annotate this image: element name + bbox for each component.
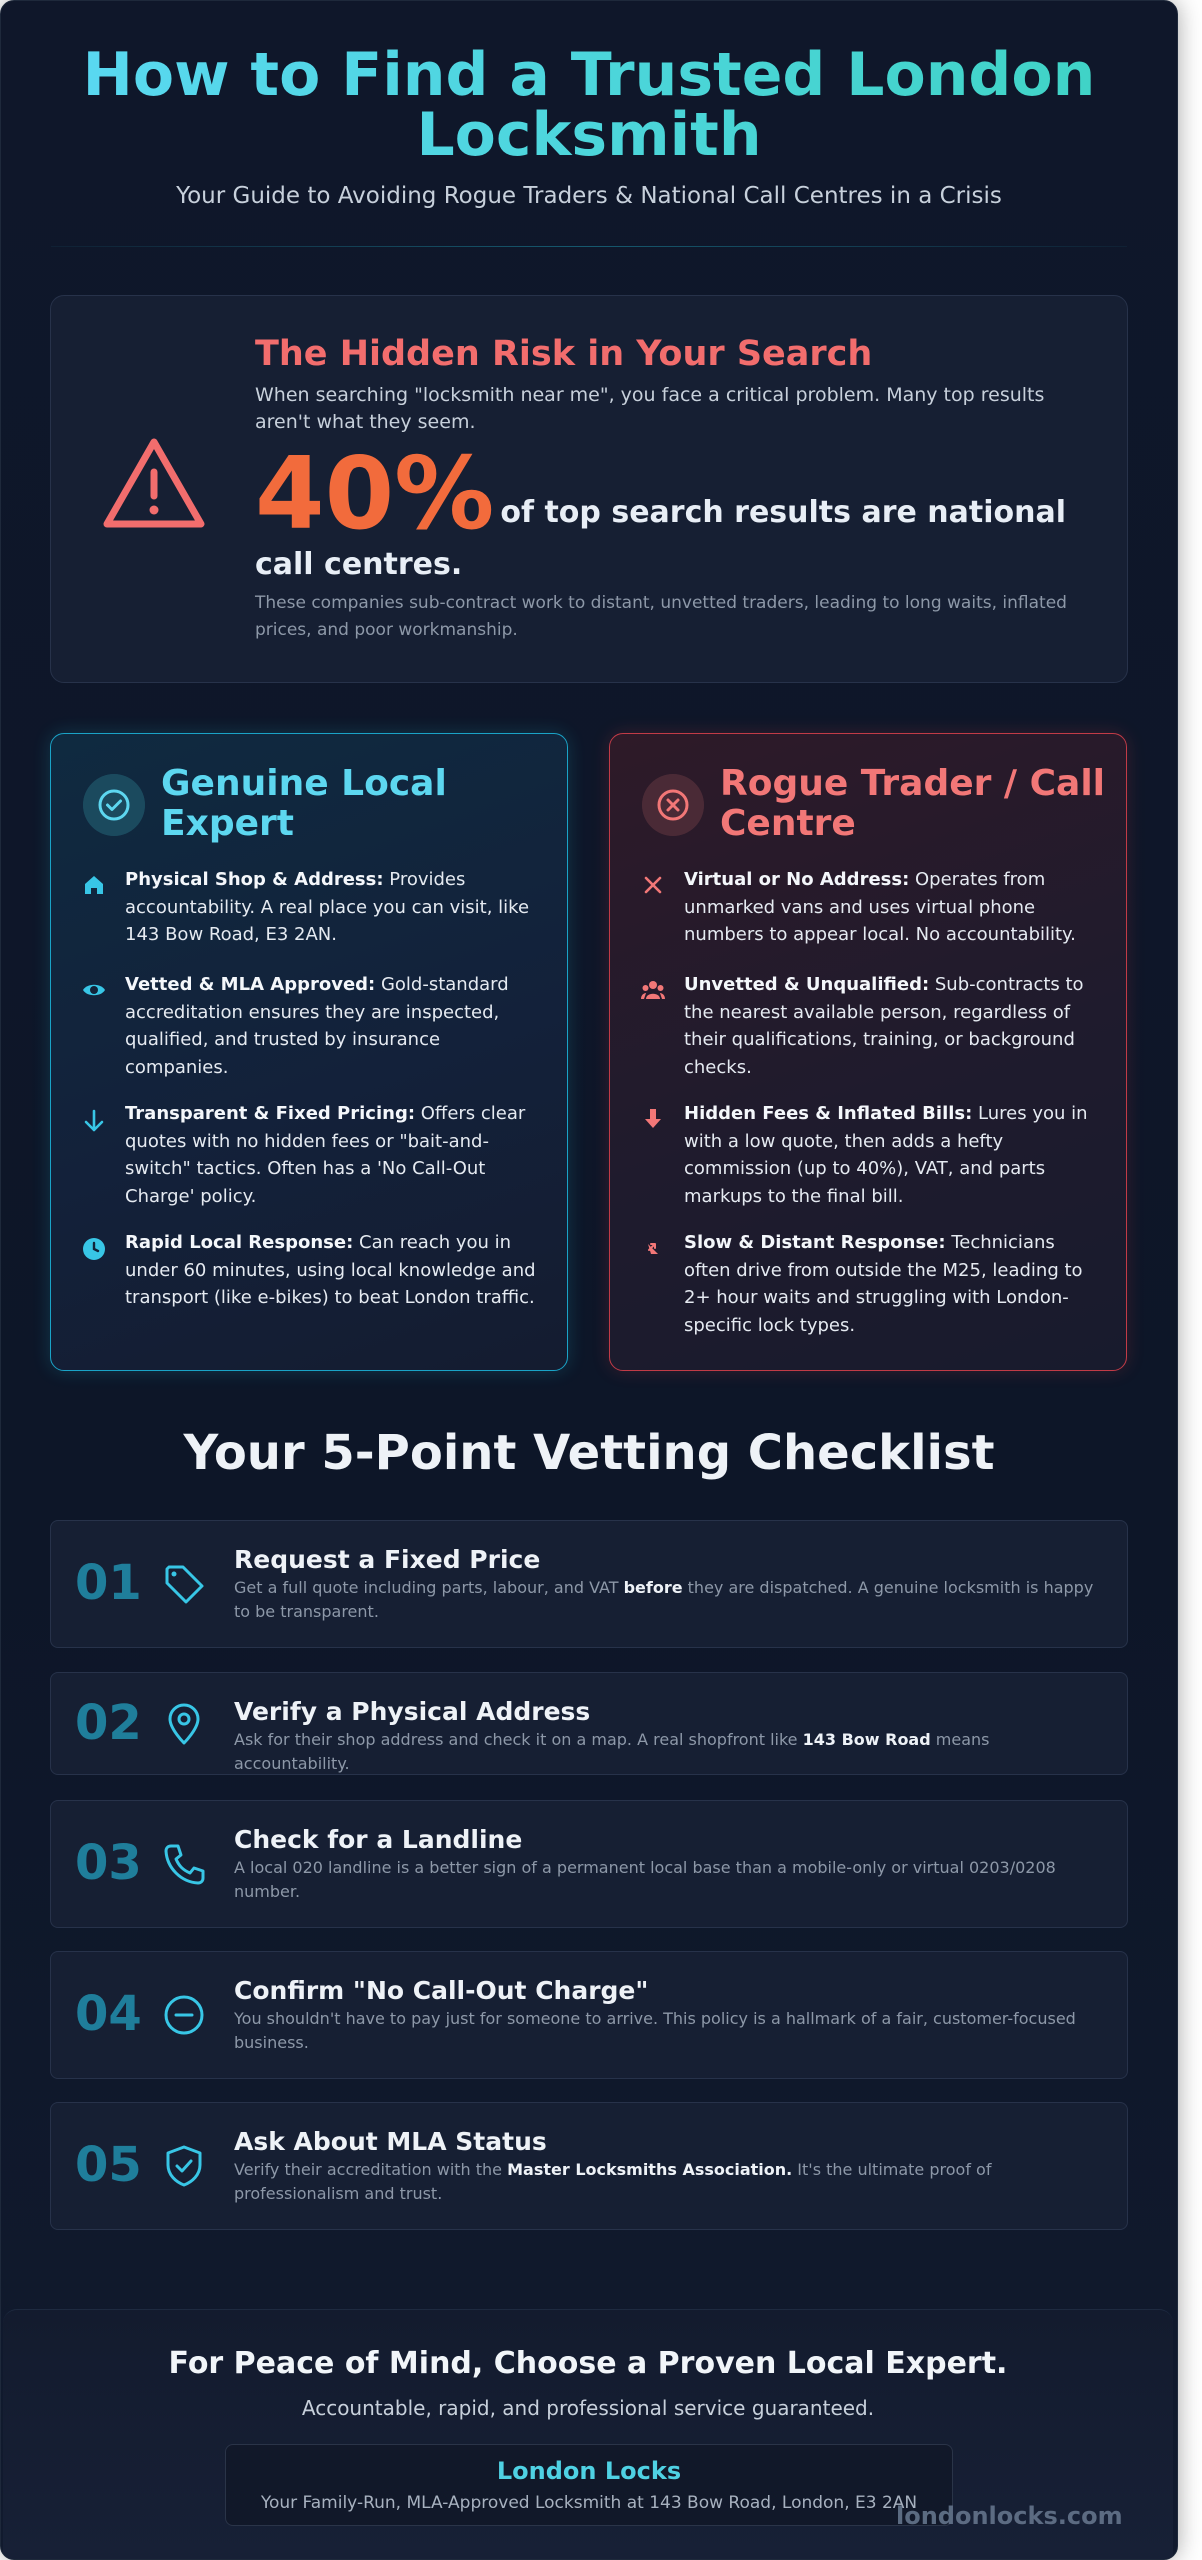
rogue-item: Slow & Distant Response: Technicians often drive from outside the M25, leading to 2+ hour waits and struggling with London-specific lock types. <box>684 1232 1083 1336</box>
step-description: You shouldn't have to pay just for someone to arrive. This policy is a hallmark of a fair, customer-focused business. <box>234 2009 1076 2052</box>
users-icon <box>640 977 666 1003</box>
genuine-expert-card <box>50 733 568 1371</box>
clock-icon <box>81 1236 107 1262</box>
risk-note: These companies sub-contract work to distant, unvetted traders, leading to long waits, inflated prices, and poor workmanship. <box>255 593 1067 640</box>
check-circle-icon <box>83 774 145 836</box>
brand-box <box>225 2444 953 2526</box>
risk-stat <box>255 435 1105 585</box>
footer-subtitle: Accountable, rapid, and professional service guaranteed. <box>301 2396 875 2420</box>
checklist-step <box>50 1672 1128 1775</box>
step-number: 03 <box>75 1835 142 1891</box>
warning-triangle-icon <box>101 436 207 532</box>
x-circle-icon <box>642 774 704 836</box>
brand-name: London Locks <box>496 2457 682 2485</box>
page-subtitle: Your Guide to Avoiding Rogue Traders & National Call Centres in a Crisis <box>176 183 1002 209</box>
rogue-trader-card <box>609 733 1127 1371</box>
step-title: Verify a Physical Address <box>234 1697 591 1726</box>
genuine-item: Physical Shop & Address: Provides accountability. A real place you can visit, like 143 Bow Road, E3 2AN. <box>125 869 530 945</box>
page-title: How to Find a Trusted London Locksmith <box>51 45 1127 165</box>
step-title: Ask About MLA Status <box>234 2127 547 2156</box>
step-description: Ask for their shop address and check it on a map. A real shopfront like 143 Bow Road means accountability. <box>234 1730 990 1773</box>
home-icon <box>81 872 107 898</box>
step-title: Check for a Landline <box>234 1825 523 1854</box>
step-number: 02 <box>75 1695 142 1751</box>
shield-check-icon <box>161 2143 207 2189</box>
footer-title: For Peace of Mind, Choose a Proven Local Expert. <box>168 2346 1008 2381</box>
arrow-down-icon <box>640 1106 666 1132</box>
checklist-step <box>50 1520 1128 1648</box>
genuine-item: Rapid Local Response: Can reach you in under 60 minutes, using local knowledge and transport (like e-bikes) to beat London traffic. <box>125 1232 536 1308</box>
tag-icon <box>161 1561 207 1607</box>
eye-icon <box>81 977 107 1003</box>
step-number: 01 <box>75 1555 142 1611</box>
checklist-step <box>50 1800 1128 1928</box>
genuine-item: Transparent & Fixed Pricing: Offers clear quotes with no hidden fees or "bait-and-switch" tactics. Often has a 'No Call-Out Charge' policy. <box>125 1103 526 1207</box>
risk-heading: The Hidden Risk in Your Search <box>255 334 873 374</box>
map-pin-icon <box>161 1701 207 1747</box>
rogue-item: Hidden Fees & Inflated Bills: Lures you in with a low quote, then adds a hefty commission (up to 40%), VAT, and parts markups to the final bill. <box>684 1103 1088 1207</box>
risk-intro: When searching "locksmith near me", you face a critical problem. Many top results aren't what they seem. <box>255 384 1045 433</box>
stat-value: 40% <box>255 435 495 552</box>
rogue-heading: Rogue Trader / Call Centre <box>720 763 1105 844</box>
step-description: A local 020 landline is a better sign of a permanent local base than a mobile-only or virtual 0203/0208 number. <box>234 1858 1056 1901</box>
step-description: Verify their accreditation with the Master Locksmiths Association. It's the ultimate proof of professionalism and trust. <box>234 2160 992 2203</box>
arrow-down-icon <box>81 1108 107 1134</box>
x-icon <box>640 872 666 898</box>
step-title: Request a Fixed Price <box>234 1545 541 1574</box>
phone-icon <box>161 1841 207 1887</box>
step-number: 05 <box>75 2137 142 2193</box>
checklist-step <box>50 1951 1128 2079</box>
rogue-item: Unvetted & Unqualified: Sub-contracts to the nearest available person, regardless of their qualifications, training, or background checks. <box>684 974 1084 1078</box>
step-title: Confirm "No Call-Out Charge" <box>234 1976 649 2005</box>
slow-icon <box>640 1236 666 1262</box>
brand-description: Your Family-Run, MLA-Approved Locksmith at 143 Bow Road, London, E3 2AN <box>260 2493 918 2513</box>
genuine-heading: Genuine Local Expert <box>161 763 447 844</box>
minus-circle-icon <box>161 1992 207 2038</box>
genuine-item: Vetted & MLA Approved: Gold-standard accreditation ensures they are inspected, qualified, and trusted by insurance companies. <box>125 974 509 1078</box>
header-divider <box>51 246 1127 247</box>
rogue-item: Virtual or No Address: Operates from unmarked vans and uses virtual phone numbers to appear local. No accountability. <box>684 869 1076 945</box>
step-description: Get a full quote including parts, labour, and VAT before they are dispatched. A genuine locksmith is happy to be transparent. <box>234 1578 1094 1621</box>
hidden-risk-card <box>50 295 1128 683</box>
checklist-step <box>50 2102 1128 2230</box>
step-number: 04 <box>75 1986 142 2042</box>
watermark: londonlocks.com <box>896 2502 1123 2530</box>
checklist-title: Your 5-Point Vetting Checklist <box>183 1425 995 1481</box>
stat-text: of top search results are national call centres. <box>255 495 1066 582</box>
